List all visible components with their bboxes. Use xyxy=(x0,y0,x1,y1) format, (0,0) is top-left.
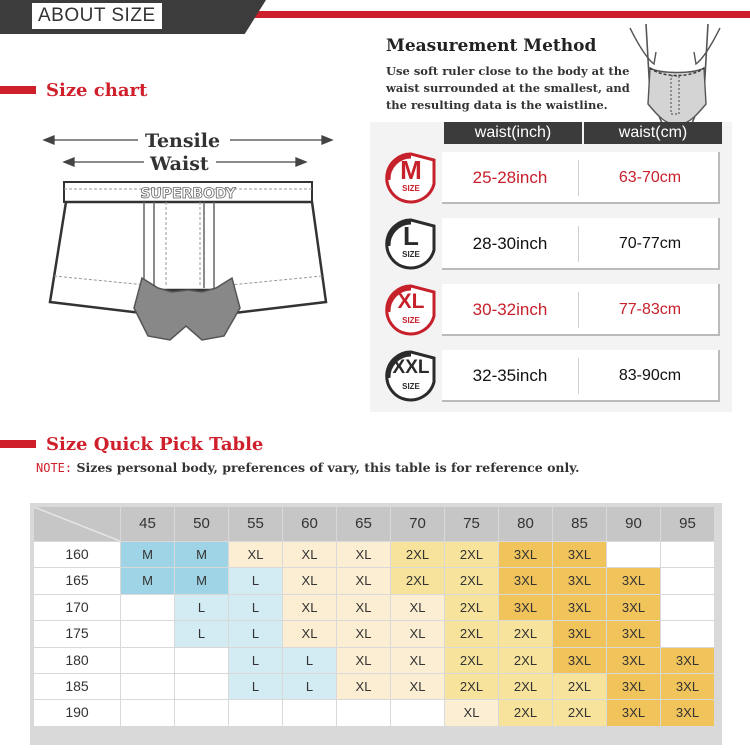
table-cell: 2XL xyxy=(445,595,498,620)
page-title: ABOUT SIZE xyxy=(32,3,162,29)
header-waist-inch: waist(inch) xyxy=(444,122,582,144)
table-cell: 3XL xyxy=(499,542,552,567)
table-cell: XL xyxy=(445,700,498,725)
column-header-85: 85 xyxy=(553,507,606,541)
measurement-line-3: the resulting data is the waistline. xyxy=(386,98,608,112)
body-figure-illustration xyxy=(620,24,730,130)
table-cell: XL xyxy=(283,595,336,620)
note-text: Sizes personal body, preferences of vary, this table is for reference only. xyxy=(76,460,580,475)
table-cell xyxy=(175,648,228,673)
table-cell: XL xyxy=(337,568,390,593)
table-cell: 2XL xyxy=(553,700,606,725)
table-cell xyxy=(229,700,282,725)
column-header-45: 45 xyxy=(121,507,174,541)
table-cell: 2XL xyxy=(445,568,498,593)
badge-size-label: L xyxy=(403,221,419,251)
table-cell: M xyxy=(121,568,174,593)
underwear-illustration xyxy=(30,126,360,356)
table-cell: M xyxy=(175,542,228,567)
table-cell: XL xyxy=(391,621,444,646)
row-label-170: 170 xyxy=(34,595,120,620)
table-cell: L xyxy=(175,595,228,620)
size-chart-heading: Size chart xyxy=(46,80,148,101)
table-cell xyxy=(607,542,660,567)
table-cell: 3XL xyxy=(607,568,660,593)
table-cell: 2XL xyxy=(445,621,498,646)
size-row-xl xyxy=(372,278,724,340)
row-label-190: 190 xyxy=(34,700,120,725)
table-cell xyxy=(121,595,174,620)
size-chart-bar xyxy=(0,86,36,94)
table-cell xyxy=(121,648,174,673)
table-cell: 3XL xyxy=(607,700,660,725)
table-cell xyxy=(175,700,228,725)
column-header-80: 80 xyxy=(499,507,552,541)
size-row-m xyxy=(372,146,724,208)
table-cell: 2XL xyxy=(499,700,552,725)
table-cell: 3XL xyxy=(553,542,606,567)
waist-label: Waist xyxy=(150,153,209,175)
table-cell: 2XL xyxy=(499,648,552,673)
table-cell: 2XL xyxy=(391,568,444,593)
table-cell: 3XL xyxy=(499,595,552,620)
badge-size-label: XXL xyxy=(392,357,430,378)
badge-size-word: SIZE xyxy=(402,184,420,193)
waist-inch-value: 30-32inch xyxy=(472,300,548,319)
tensile-arrow xyxy=(44,136,332,144)
row-label-160: 160 xyxy=(34,542,120,567)
measurement-line-1: Use soft ruler close to the body at the xyxy=(386,64,630,78)
table-cell: M xyxy=(121,542,174,567)
measurement-title: Measurement Method xyxy=(386,36,597,56)
table-cell: L xyxy=(175,621,228,646)
size-badge-icon xyxy=(382,216,440,272)
size-row-l xyxy=(372,212,724,274)
table-cell: M xyxy=(175,568,228,593)
table-cell: L xyxy=(229,621,282,646)
table-cell: XL xyxy=(391,674,444,699)
corner-hatch xyxy=(34,507,120,541)
column-header-65: 65 xyxy=(337,507,390,541)
table-cell xyxy=(661,568,714,593)
table-cell: XL xyxy=(337,621,390,646)
table-cell xyxy=(391,700,444,725)
table-cell: 3XL xyxy=(499,568,552,593)
tensile-label: Tensile xyxy=(145,130,221,152)
header-waist-cm: waist(cm) xyxy=(584,122,722,144)
table-cell: 3XL xyxy=(607,674,660,699)
size-badge-icon xyxy=(382,150,440,206)
size-badge-icon xyxy=(382,348,440,404)
card-divider xyxy=(578,292,579,328)
note-key: NOTE: xyxy=(36,461,73,475)
table-cell: 3XL xyxy=(553,648,606,673)
waist-inch-value: 25-28inch xyxy=(472,168,548,187)
table-cell: L xyxy=(229,648,282,673)
table-cell: 2XL xyxy=(445,542,498,567)
reference-note xyxy=(36,460,579,475)
column-header-95: 95 xyxy=(661,507,714,541)
table-cell xyxy=(337,700,390,725)
table-cell: XL xyxy=(337,674,390,699)
table-cell xyxy=(661,542,714,567)
table-cell: XL xyxy=(283,568,336,593)
table-cell: 3XL xyxy=(661,700,714,725)
table-cell: 3XL xyxy=(553,621,606,646)
row-label-185: 185 xyxy=(34,674,120,699)
quick-pick-heading: Size Quick Pick Table xyxy=(46,434,264,455)
waist-cm-value: 83-90cm xyxy=(618,367,682,384)
badge-size-word: SIZE xyxy=(402,382,420,391)
table-cell: L xyxy=(283,674,336,699)
size-row-xxl xyxy=(372,344,724,406)
column-header-50: 50 xyxy=(175,507,228,541)
badge-size-label: XL xyxy=(397,290,425,313)
column-header-90: 90 xyxy=(607,507,660,541)
badge-size-word: SIZE xyxy=(402,316,420,325)
table-cell: 2XL xyxy=(499,674,552,699)
table-cell: L xyxy=(229,595,282,620)
table-cell: L xyxy=(229,568,282,593)
table-cell: XL xyxy=(391,595,444,620)
waist-cm-value: 77-83cm xyxy=(618,301,682,318)
table-cell: 3XL xyxy=(661,648,714,673)
waist-cm-value: 63-70cm xyxy=(618,169,682,186)
column-header-55: 55 xyxy=(229,507,282,541)
table-cell: 3XL xyxy=(607,648,660,673)
column-header-75: 75 xyxy=(445,507,498,541)
quick-pick-table xyxy=(30,503,722,745)
column-header-60: 60 xyxy=(283,507,336,541)
table-cell: XL xyxy=(337,648,390,673)
card-divider xyxy=(578,160,579,196)
badge-size-label: M xyxy=(400,155,422,185)
table-cell xyxy=(283,700,336,725)
table-cell: 2XL xyxy=(553,674,606,699)
waist-inch-value: 32-35inch xyxy=(472,366,548,385)
row-label-180: 180 xyxy=(34,648,120,673)
measurement-line-2: waist surrounded at the smallest, and xyxy=(386,81,630,95)
table-cell: 3XL xyxy=(553,595,606,620)
table-cell xyxy=(121,621,174,646)
table-cell: 2XL xyxy=(499,621,552,646)
table-cell: XL xyxy=(391,648,444,673)
waist-cm-value: 70-77cm xyxy=(618,235,682,252)
table-cell: XL xyxy=(283,542,336,567)
quick-pick-bar xyxy=(0,440,36,448)
table-cell: L xyxy=(283,648,336,673)
table-cell: 3XL xyxy=(607,621,660,646)
waist-arrow xyxy=(64,158,306,166)
card-divider xyxy=(578,226,579,262)
size-badge-icon xyxy=(382,282,440,338)
table-cell xyxy=(175,674,228,699)
brand-text: SUPERBODY xyxy=(140,186,236,202)
table-cell: XL xyxy=(337,595,390,620)
table-cell xyxy=(661,621,714,646)
row-label-175: 175 xyxy=(34,621,120,646)
table-cell: 3XL xyxy=(661,674,714,699)
column-header-70: 70 xyxy=(391,507,444,541)
table-cell: 3XL xyxy=(553,568,606,593)
row-label-165: 165 xyxy=(34,568,120,593)
card-divider xyxy=(578,358,579,394)
waist-inch-value: 28-30inch xyxy=(472,234,548,253)
table-cell: XL xyxy=(337,542,390,567)
table-cell: 2XL xyxy=(391,542,444,567)
table-cell: XL xyxy=(229,542,282,567)
table-cell: 3XL xyxy=(607,595,660,620)
badge-size-word: SIZE xyxy=(402,250,420,259)
table-cell xyxy=(121,674,174,699)
table-cell xyxy=(661,595,714,620)
table-cell: 2XL xyxy=(445,648,498,673)
table-cell: 2XL xyxy=(445,674,498,699)
table-cell xyxy=(121,700,174,725)
table-cell: XL xyxy=(283,621,336,646)
table-cell: L xyxy=(229,674,282,699)
measurement-text xyxy=(386,63,646,114)
